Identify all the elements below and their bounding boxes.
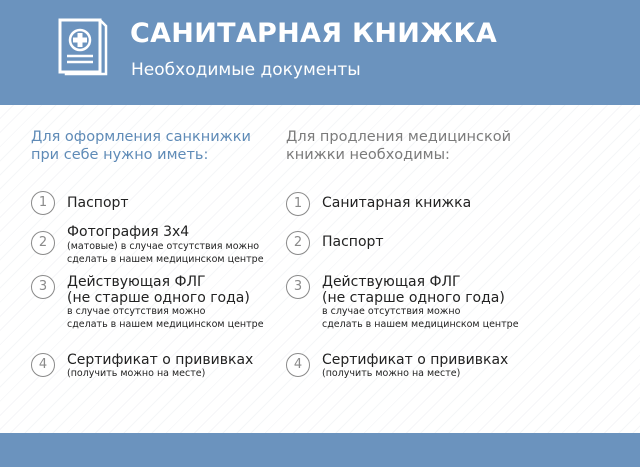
item-title: Действующая ФЛГ <box>322 274 461 290</box>
number-badge: 3 <box>286 275 310 299</box>
renewal-intro <box>286 128 586 164</box>
medical-document-icon <box>58 18 108 76</box>
number-badge: 1 <box>286 192 310 216</box>
item-note: сделать в нашем медицинском центре <box>67 254 264 265</box>
item-note: сделать в нашем медицинском центре <box>67 319 264 330</box>
number-badge: 2 <box>286 231 310 255</box>
intro-line: Для продления медицинской <box>286 129 512 145</box>
item-title: Сертификат о прививках <box>322 352 509 368</box>
item-note: сделать в нашем медицинском центре <box>322 319 519 330</box>
number-badge: 4 <box>286 353 310 377</box>
number-badge: 1 <box>31 191 55 215</box>
page-subtitle: Необходимые документы <box>131 60 361 80</box>
number-badge: 4 <box>31 353 55 377</box>
page-title: САНИТАРНАЯ КНИЖКА <box>130 18 498 49</box>
item-title: Фотография 3х4 <box>67 224 190 240</box>
footer-bar <box>0 433 640 467</box>
header-banner <box>0 0 640 105</box>
item-note: (получить можно на месте) <box>322 368 461 379</box>
item-title: (не старше одного года) <box>67 290 250 306</box>
item-title: Сертификат о прививках <box>67 352 254 368</box>
item-title: Действующая ФЛГ <box>67 274 206 290</box>
item-note: (матовые) в случае отсутствия можно <box>67 241 260 252</box>
item-title: Паспорт <box>67 195 129 211</box>
intro-line: при себе нужно иметь: <box>31 147 209 163</box>
intro-line: Для оформления санкнижки <box>31 129 251 145</box>
item-note: (получить можно на месте) <box>67 368 206 379</box>
number-badge: 3 <box>31 275 55 299</box>
intro-line: книжки необходимы: <box>286 147 450 163</box>
content-panel <box>0 105 640 433</box>
number-badge: 2 <box>31 231 55 255</box>
item-title: Санитарная книжка <box>322 195 472 211</box>
item-title: Паспорт <box>322 234 384 250</box>
item-title: (не старше одного года) <box>322 290 505 306</box>
item-note: в случае отсутствия можно <box>322 306 461 317</box>
item-note: в случае отсутствия можно <box>67 306 206 317</box>
